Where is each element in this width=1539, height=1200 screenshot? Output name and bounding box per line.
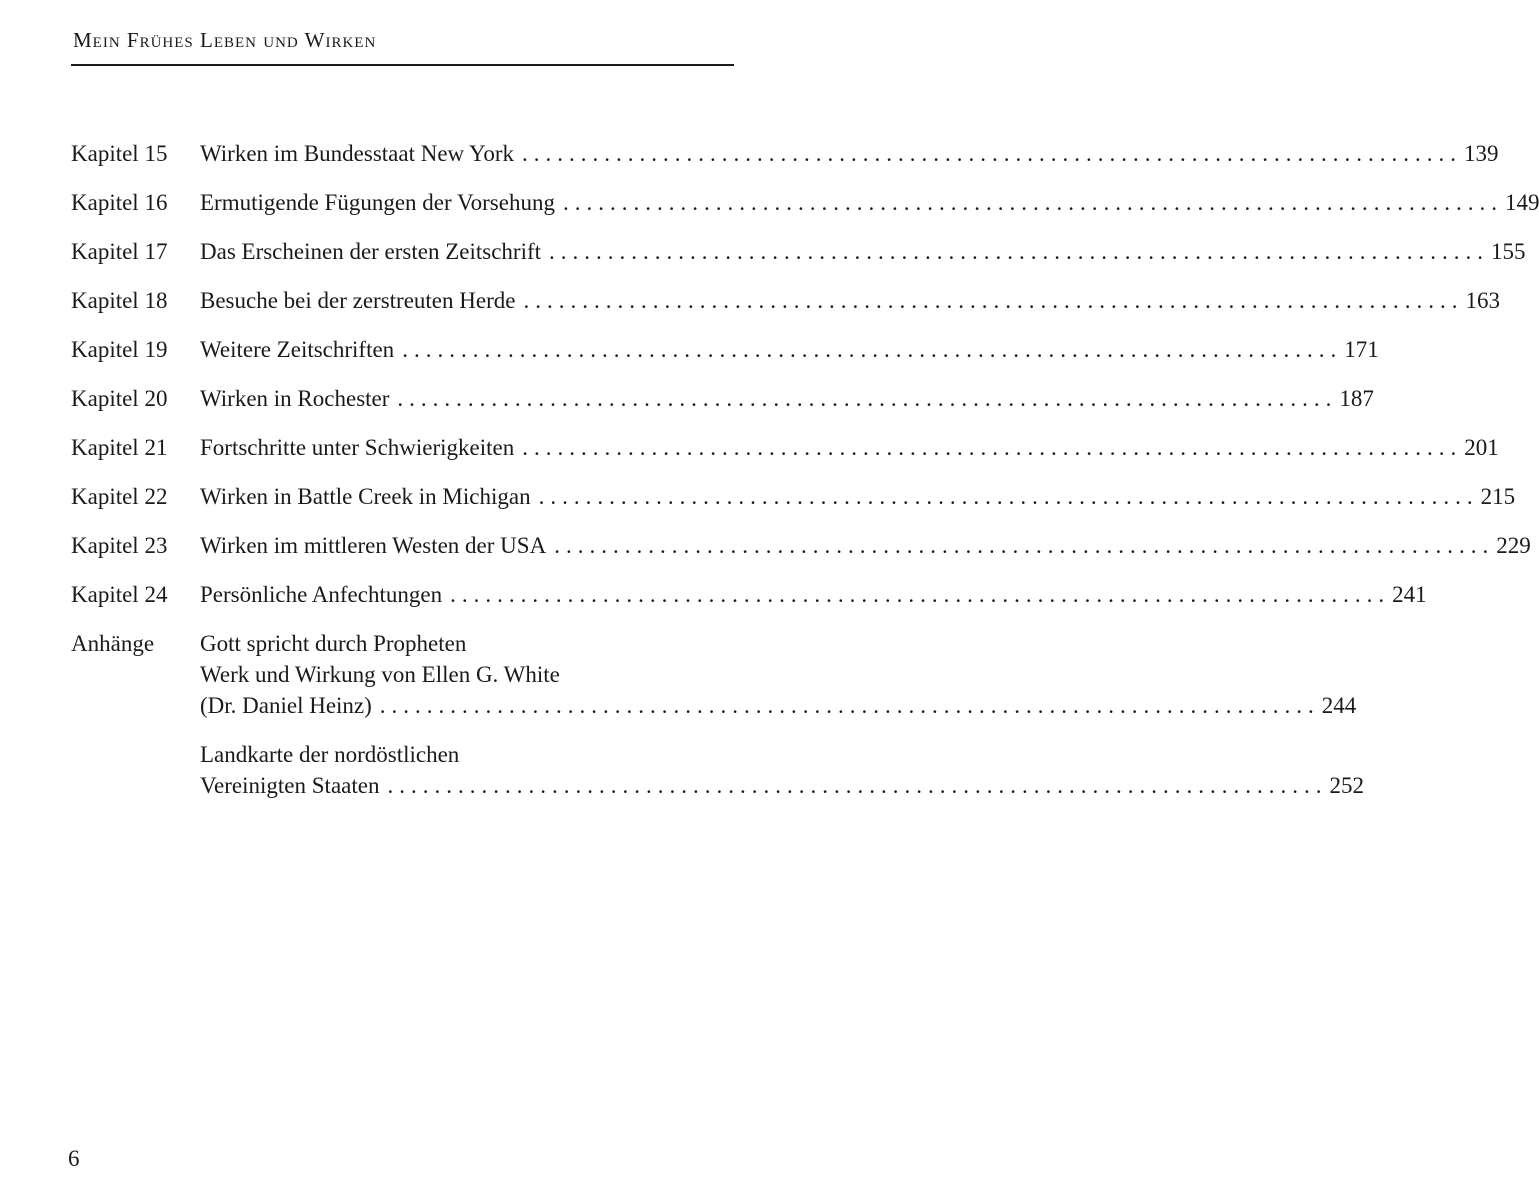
- appendix-title-line: (Dr. Daniel Heinz): [200, 693, 372, 718]
- toc-entry[interactable]: [71, 383, 1374, 432]
- page-number: 149: [1504, 190, 1539, 215]
- page-number: 171: [1344, 337, 1379, 362]
- appendix-title-line: Landkarte der nordöstlichen: [200, 742, 460, 767]
- toc-entry[interactable]: [71, 187, 1539, 236]
- appendix-title-line: Vereinigten Staaten: [200, 773, 380, 798]
- chapter-title: Das Erscheinen der ersten Zeitschrift: [200, 239, 542, 264]
- chapter-title: Ermutigende Fügungen der Vorsehung: [200, 190, 555, 215]
- chapter-label: Kapitel 16: [71, 190, 168, 215]
- toc-entry[interactable]: [71, 236, 1526, 285]
- page-number: 163: [1465, 288, 1500, 313]
- toc-entry[interactable]: [71, 579, 1427, 628]
- dot-leader: ................................................................................: [387, 773, 1328, 798]
- toc-entry[interactable]: [71, 334, 1379, 383]
- page-number: 215: [1480, 484, 1516, 509]
- appendix-title-line: Gott spricht durch Propheten: [200, 631, 467, 656]
- toc-entry[interactable]: [71, 530, 1531, 579]
- chapter-label: Kapitel 17: [71, 239, 168, 264]
- toc-entry[interactable]: [71, 138, 1499, 187]
- chapter-title: Wirken in Battle Creek in Michigan: [200, 484, 531, 509]
- chapter-title: Besuche bei der zerstreuten Herde: [200, 288, 516, 313]
- table-of-contents: [71, 138, 1539, 819]
- dot-leader: ................................................................................: [549, 239, 1490, 264]
- dot-leader: ................................................................................: [522, 435, 1463, 460]
- dot-leader: ................................................................................: [379, 693, 1320, 718]
- chapter-title: Wirken in Rochester: [200, 386, 390, 411]
- dot-leader: ................................................................................: [397, 386, 1338, 411]
- dot-leader: ................................................................................: [522, 141, 1463, 166]
- running-head: Mein Frühes Leben und Wirken: [73, 28, 377, 52]
- header-rule: [71, 64, 734, 66]
- chapter-title: Persönliche Anfechtungen: [200, 582, 443, 607]
- chapter-title: Fortschritte unter Schwierigkeiten: [200, 435, 515, 460]
- page-number: 252: [1329, 773, 1364, 798]
- page-number: 201: [1464, 435, 1499, 460]
- chapter-title: Weitere Zeitschriften: [200, 337, 395, 362]
- chapter-label: Kapitel 15: [71, 141, 168, 166]
- appendix-label: Anhänge: [71, 631, 155, 656]
- dot-leader: ................................................................................: [554, 533, 1495, 558]
- chapter-label: Kapitel 24: [71, 582, 168, 607]
- chapter-label: Kapitel 20: [71, 386, 168, 411]
- toc-entry[interactable]: [71, 432, 1499, 481]
- page-folio: 6: [68, 1146, 80, 1171]
- toc-entry-appendix[interactable]: [71, 628, 1357, 721]
- page-number: 155: [1491, 239, 1526, 264]
- dot-leader: ................................................................................: [402, 337, 1343, 362]
- chapter-label: Kapitel 19: [71, 337, 168, 362]
- chapter-title: Wirken im Bundesstaat New York: [200, 141, 515, 166]
- chapter-label: Kapitel 18: [71, 288, 168, 313]
- toc-entry-appendix[interactable]: [71, 739, 1364, 801]
- chapter-label: Kapitel 21: [71, 435, 168, 460]
- page-number: 244: [1321, 693, 1357, 718]
- chapter-title: Wirken im mittleren Westen der USA: [200, 533, 547, 558]
- toc-entry[interactable]: [71, 481, 1516, 530]
- dot-leader: ................................................................................: [450, 582, 1391, 607]
- page-number: 139: [1464, 141, 1499, 166]
- dot-leader: ................................................................................: [523, 288, 1464, 313]
- appendix-title-line: Werk und Wirkung von Ellen G. White: [200, 662, 560, 687]
- dot-leader: ................................................................................: [538, 484, 1479, 509]
- chapter-label: Kapitel 22: [71, 484, 168, 509]
- dot-leader: ................................................................................: [562, 190, 1503, 215]
- page-number: 229: [1496, 533, 1531, 558]
- page-number: 241: [1392, 582, 1427, 607]
- toc-entry[interactable]: [71, 285, 1500, 334]
- chapter-label: Kapitel 23: [71, 533, 168, 558]
- page-number: 187: [1339, 386, 1374, 411]
